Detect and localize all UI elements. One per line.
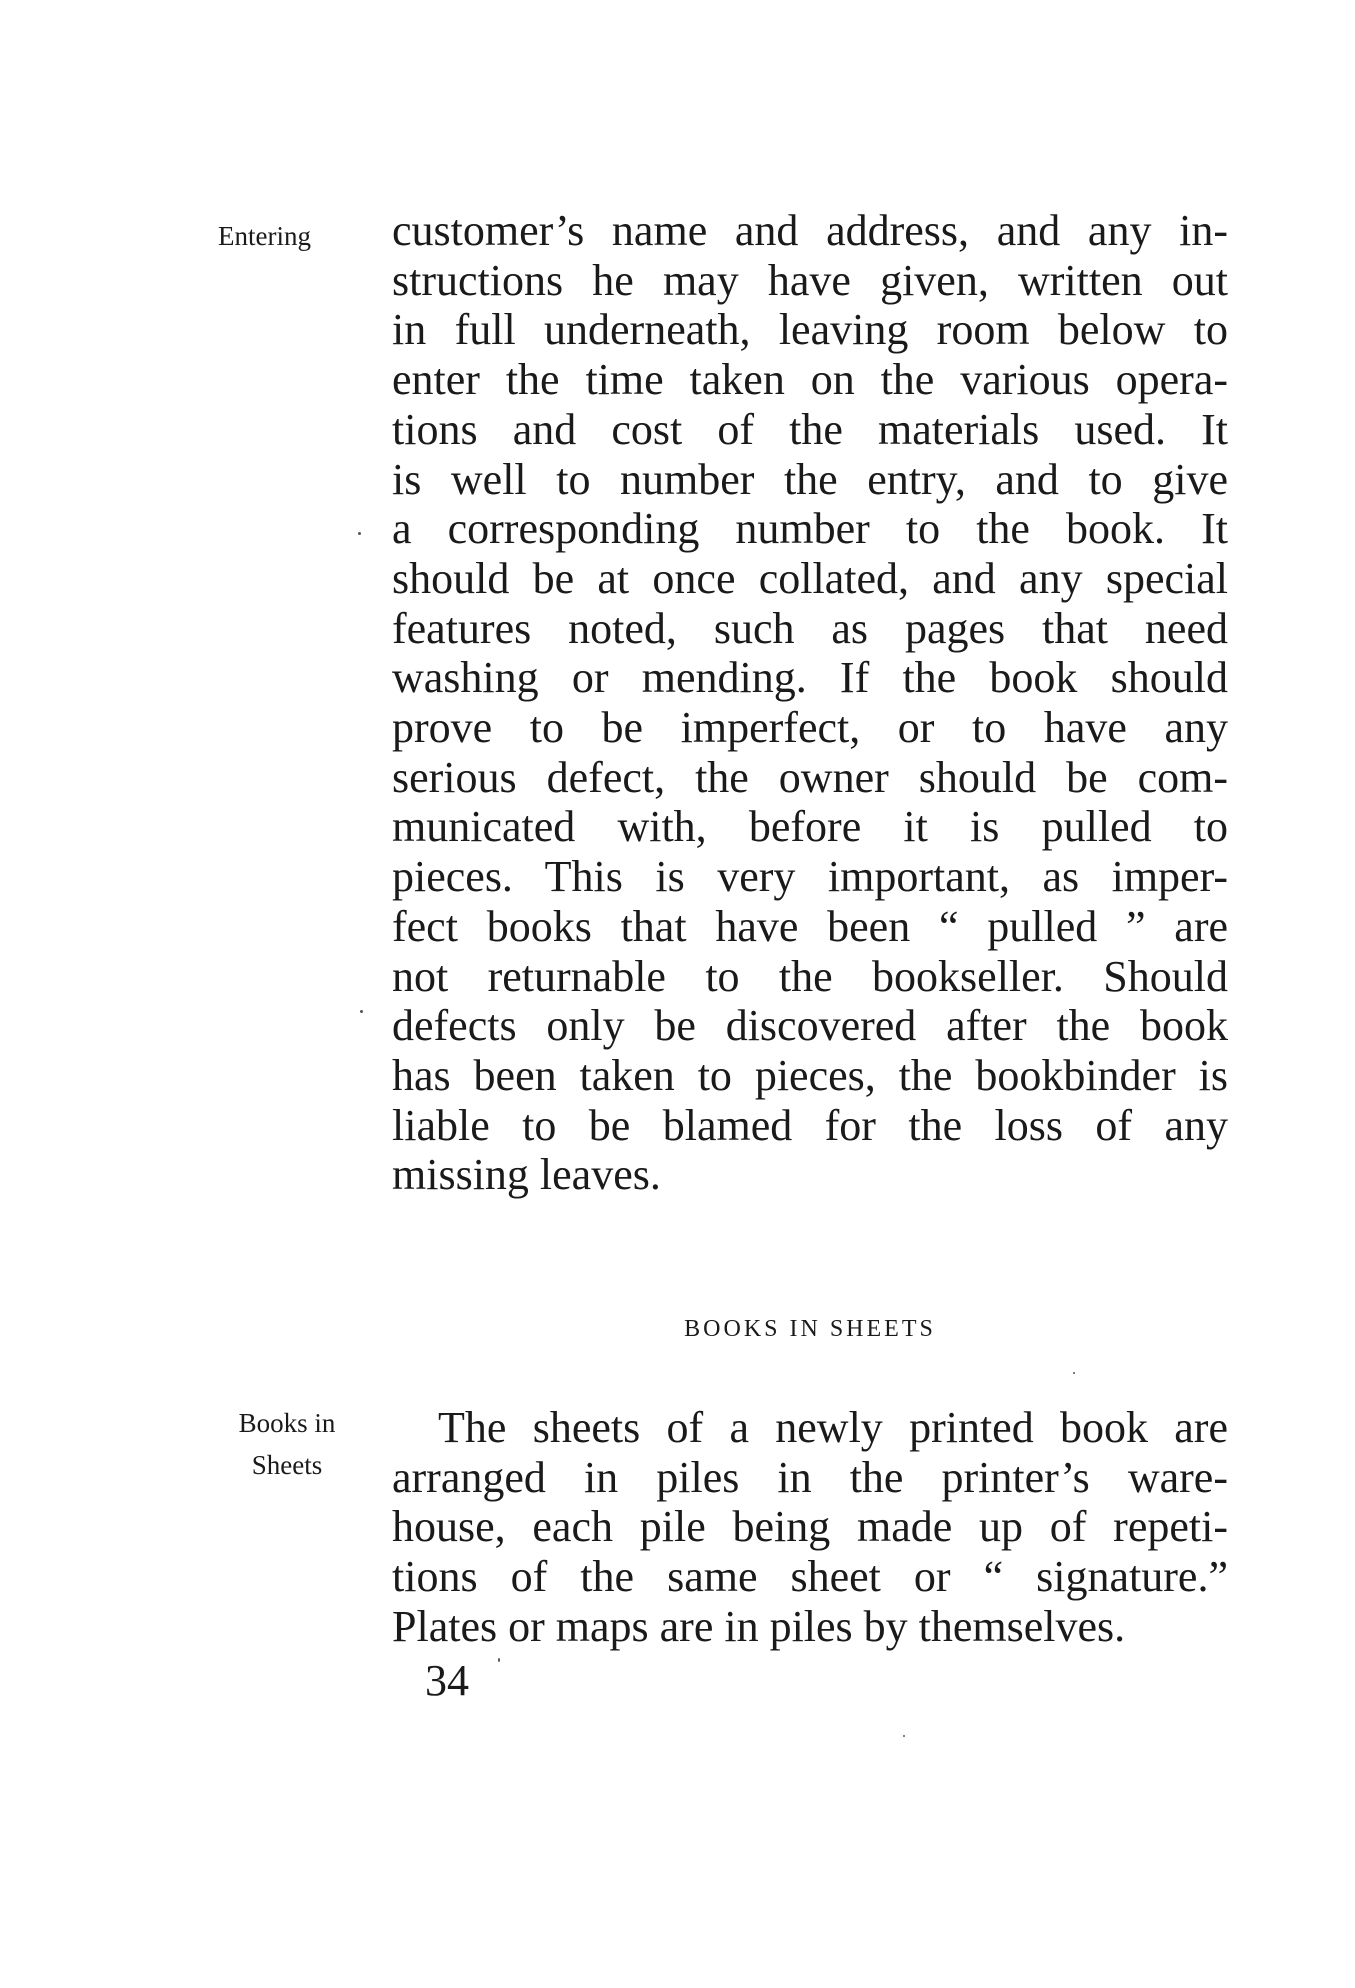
sidenote-books-in-sheets	[212, 1402, 362, 1486]
text-line: The sheets of a newly printed book are	[438, 1403, 1228, 1452]
text-line: should be at once collated, and any special	[392, 553, 1228, 603]
text-line: tions of the same sheet or “ signature.”	[392, 1552, 1228, 1602]
text-line: has been taken to pieces, the bookbinder is	[392, 1050, 1228, 1100]
text-line: structions he may have given, written out	[392, 255, 1228, 305]
text-line: pieces. This is very important, as imper-	[392, 852, 1228, 902]
sidenote-entering: Entering	[218, 221, 311, 251]
text-line: Plates or maps are in piles by themselves.	[392, 1601, 1126, 1651]
text-line: a corresponding number to the book. It	[392, 504, 1228, 554]
print-speck	[1073, 1372, 1075, 1374]
text-line: fect books that have been “ pulled ” are	[392, 901, 1228, 951]
print-speck	[360, 1010, 363, 1013]
sidenote-line: Sheets	[251, 1450, 323, 1480]
text-line: serious defect, the owner should be com-	[392, 752, 1228, 802]
page-number: 34	[425, 1656, 469, 1705]
text-line: in full underneath, leaving room below to	[392, 305, 1228, 355]
section-heading: BOOKS IN SHEETS	[684, 1316, 936, 1342]
paragraph-entering	[392, 206, 1228, 1200]
text-line: missing leaves.	[392, 1150, 661, 1200]
text-line: tions and cost of the materials used. It	[392, 404, 1228, 454]
text-line: house, each pile being made up of repeti-	[392, 1502, 1228, 1552]
text-line: features noted, such as pages that need	[392, 603, 1228, 653]
text-line: arranged in piles in the printer’s ware-	[392, 1452, 1228, 1502]
text-line: is well to number the entry, and to give	[392, 454, 1228, 504]
text-line: customer’s name and address, and any in-	[392, 206, 1228, 255]
text-line: washing or mending. If the book should	[392, 653, 1228, 703]
text-line: prove to be imperfect, or to have any	[392, 703, 1228, 753]
text-line: enter the time taken on the various opera-	[392, 355, 1228, 405]
print-speck	[358, 532, 361, 535]
text-line: defects only be discovered after the book	[392, 1001, 1228, 1051]
sidenote-line: Books in	[238, 1408, 336, 1438]
print-speck	[903, 1735, 905, 1737]
text-line: not returnable to the bookseller. Should	[392, 951, 1228, 1001]
text-line: liable to be blamed for the loss of any	[392, 1100, 1228, 1150]
print-speck	[498, 1658, 500, 1662]
paragraph-books-in-sheets	[392, 1403, 1228, 1652]
text-line: municated with, before it is pulled to	[392, 802, 1228, 852]
